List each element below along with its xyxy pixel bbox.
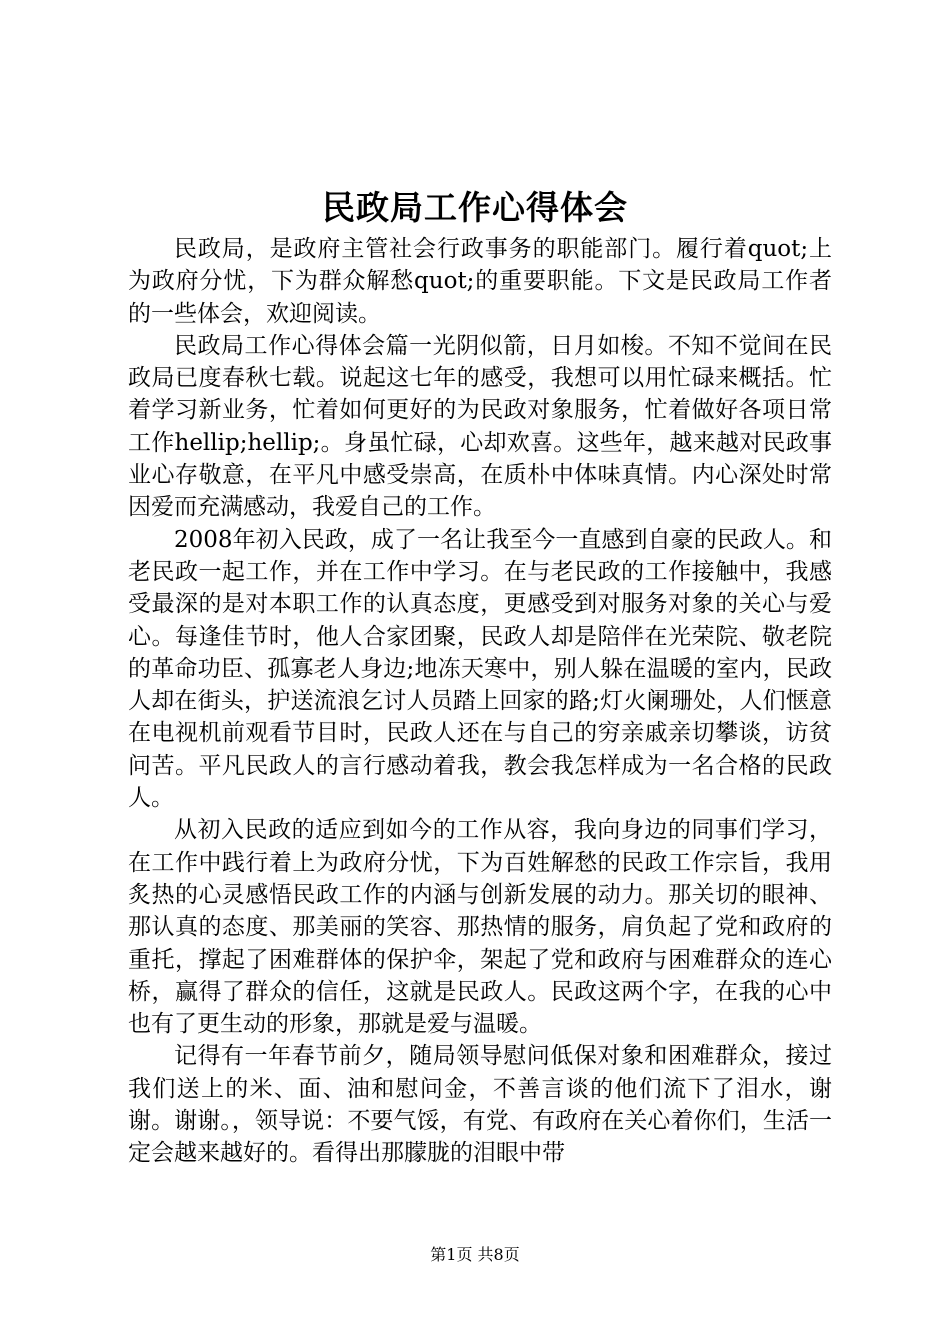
document-title: 民政局工作心得体会 (322, 188, 628, 227)
paragraph-part-one: 民政局工作心得体会篇一光阴似箭，日月如梭。不知不觉间在民政局已度春秋七载。说起这七年的感受，我想可以用忙碌来概括。忙着学习新业务，忙着如何更好的为民政对象服务，忙着做好各项日常工作hellip;hellip;。身虽忙碌，心却欢喜。这些年，越来越对民政事业心存敬意，在平凡中感受崇高，在质朴中体味真情。内心深处时常因爱而充满感动，我爱自己的工作。 (128, 332, 832, 521)
paragraph-intro: 民政局，是政府主管社会行政事务的职能部门。履行着quot;上为政府分忧，下为群众解愁quot;的重要职能。下文是民政局工作者的一些体会，欢迎阅读。 (128, 236, 832, 327)
paragraph-spring-festival: 记得有一年春节前夕，随局领导慰问低保对象和困难群众，接过我们送上的米、面、油和慰问金，不善言谈的他们流下了泪水，谢谢。谢谢。，领导说：不要气馁，有党、有政府在关心着你们，生活一定会越来越好的。看得出那朦胧的泪眼中带 (128, 1043, 832, 1167)
page-number-footer: 第1页 共8页 (430, 1245, 520, 1264)
document-body (128, 233, 832, 1170)
paragraph-2008: 2008年初入民政，成了一名让我至今一直感到自豪的民政人。和老民政一起工作，并在工作中学习。在与老民政的工作接触中，我感受最深的是对本职工作的认真态度，更感受到对服务对象的关心与爱心。每逢佳节时，他人合家团聚，民政人却是陪伴在光荣院、敬老院的革命功臣、孤寡老人身边;地冻天寒中，别人躲在温暖的室内，民政人却在街头，护送流浪乞讨人员踏上回家的路;灯火阑珊处，人们惬意在电视机前观看节目时，民政人还在与自己的穷亲戚亲切攀谈，访贫问苦。平凡民政人的言行感动着我，教会我怎样成为一名合格的民政人。 (128, 526, 832, 812)
paragraph-growth: 从初入民政的适应到如今的工作从容，我向身边的同事们学习，在工作中践行着上为政府分忧，下为百姓解愁的民政工作宗旨，我用炙热的心灵感悟民政工作的内涵与创新发展的动力。那关切的眼神、那认真的态度、那美丽的笑容、那热情的服务，肩负起了党和政府的重托，撑起了困难群体的保护伞，架起了党和政府与困难群众的连心桥，赢得了群众的信任，这就是民政人。民政这两个字，在我的心中也有了更生动的形象，那就是爱与温暖。 (128, 817, 832, 1038)
